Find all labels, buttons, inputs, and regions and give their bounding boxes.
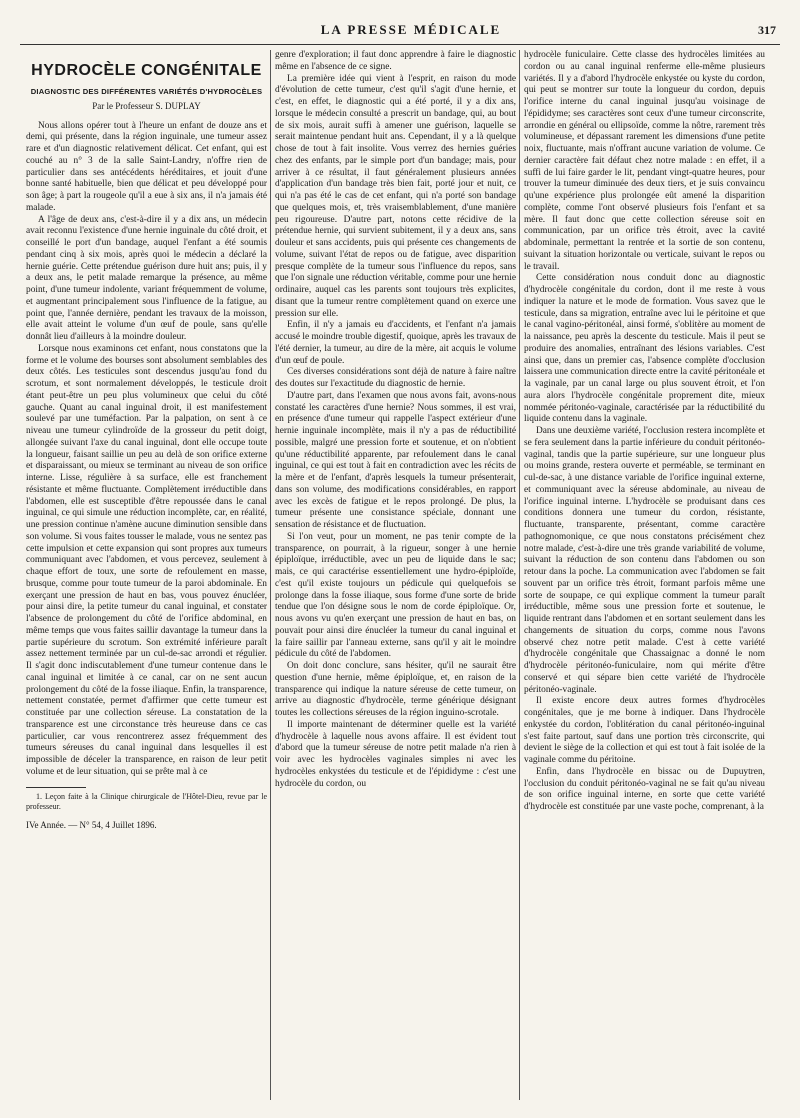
paragraph: Cette considération nous conduit donc au diagnostic d'hydrocèle congénitale du cordon, dont il me reste à vous indiquer la nature et le mode de formation. Vous savez que le testicule, dans sa migration, entraîne avec lui le péritoine et que le canal vagino-péritonéal, ainsi formé, s'oblitère au moment de la naissance, peu après la descente du testicule. Mais il peut se produire des anomalies, entraînant des lésions variables. C'est ainsi que, dans un premier cas, l'absence complète d'occlusion laissera une communication directe entre la cavité péritonéale et la vaginale, par un canal large ou plus souvent étroit, et l'on aura alors l'hydrocèle congénitale proprement dite, mieux nommée péritonéo-vaginale, caractérisée par la réductibilité du liquide contenu dans la vaginale. bbox=[524, 273, 765, 425]
column-1 bbox=[26, 50, 267, 1100]
paragraph: Il existe encore deux autres formes d'hydrocèles congénitales, que je me borne à indiquer. Dans l'hydrocèle enkystée du cordon, l'oblitération du canal péritonéo-inguinal s'est faite partout, sauf dans une portion très circonscrite, qui devient le siège de la collection et qui est tout à fait isolée de la vaginale comme du péritoine. bbox=[524, 696, 765, 765]
newspaper-page bbox=[20, 22, 780, 1102]
journal-title: LA PRESSE MÉDICALE bbox=[320, 22, 502, 37]
paragraph: genre d'exploration; il faut donc apprendre à faire le diagnostic même en l'absence de ce signe. bbox=[275, 50, 516, 72]
paragraph: Enfin, dans l'hydrocèle en bissac ou de Dupuytren, l'occlusion du conduit péritonéo-vaginal ne se fait qu'au niveau de son orifice inguinal interne, en sorte que cette variété d'hydrocèle est constituée par une vaste poche, comprenant, à la bbox=[524, 766, 765, 812]
paragraph: hydrocèle funiculaire. Cette classe des hydrocèles limitées au cordon ou au canal inguinal renferme elle-même plusieurs variétés. Il y a d'abord l'hydrocèle enkystée ou kyste du cordon, qui peut se montrer sur toute la longueur du cordon, depuis l'orifice interne du canal inguinal jusqu'au voisinage de l'épididyme; ses caractères sont ceux d'une tumeur circonscrite, arrondie en général ou ellipsoïde, comme la nôtre, rarement très volumineuse, et dépassant rarement les dimensions d'une petite noix, fluctuante, mais n'offrant aucune variation de volume. Ce dernier caractère fait défaut chez notre malade : en effet, il a suffi de lui faire garder le lit, pendant vingt-quatre heures, pour trouver la tumeur diminuée des deux tiers, et je suis convaincu qu'une expérience plus prolongée eût amené la disparition complète, comme l'ont observé plusieurs fois l'enfant et sa mère. Il faut donc que cette collection séreuse soit en communication, par un orifice très étroit, avec la cavité abdominale, permettant la rentrée et la sortie de son contenu, suivant la situation horizontale ou verticale, suivant le repos ou le travail. bbox=[524, 50, 765, 272]
column-divider bbox=[270, 50, 271, 1100]
column-2 bbox=[275, 50, 516, 1100]
column-divider bbox=[519, 50, 520, 1100]
footnote-divider bbox=[26, 787, 86, 788]
paragraph: La première idée qui vient à l'esprit, en raison du mode d'évolution de cette tumeur, c'est qu'il s'agit d'une hernie, et c'est, en effet, le diagnostic qui a été porté, il y a dix ans, lorsque le médecin consulté a prescrit un bandage, qui, au bout de six mois, aurait suffi à amener une guérison, laquelle se serait maintenue pendant huit ans. Cependant, il y a là quelque chose de tout à fait insolite. Vous verrez des hernies guéries chez des enfants, par le simple port d'un bandage; mais, pour arriver à ce résultat, il faut généralement plusieurs années d'application d'un bandage très bien fait, porté jour et nuit, ce qui n'a pas été le cas de cet enfant, qui n'a porté son bandage que quelques mois, et, très vraisemblablement, d'une manière peu rigoureuse. D'autre part, notons cette récidive de la prétendue hernie, qui survient subitement, il y a deux ans, sans douleur et sans accidents, puis qui présente ces changements de volume, suivant l'état de repos ou de fatigue, avec disparition presque complète de la tumeur sous l'influence du repos, sans que l'on signale une réduction véritable, comme pour une hernie ordinaire, auquel cas les parents sont toujours très explicites, disant que la tumeur rentre complètement quand on exerce une pression sur elle. bbox=[275, 73, 516, 319]
page-number: 317 bbox=[757, 23, 776, 37]
article-author: Par le Professeur S. DUPLAY bbox=[92, 100, 201, 111]
issue-line: IVe Année. — N° 54, 4 Juillet 1896. bbox=[26, 819, 157, 830]
footnote: 1. Leçon faite à la Clinique chirurgicale de l'Hôtel-Dieu, revue par le professeur. bbox=[26, 791, 267, 811]
text-columns bbox=[20, 50, 780, 1100]
article-subtitle: DIAGNOSTIC DES DIFFÉRENTES VARIÉTÉS D'HYDROCÈLES bbox=[30, 87, 263, 96]
paragraph: Il importe maintenant de déterminer quelle est la variété d'hydrocèle à laquelle nous avons affaire. Il est évident tout d'abord que la tumeur séreuse de notre petit malade n'a rien à voir avec les hydrocèles vaginales simples ni avec les hydrocèles enkystées du testicule et de l'épididyme : c'est une hydrocèle du cordon, ou bbox=[275, 719, 516, 789]
column-3 bbox=[524, 50, 765, 1100]
paragraph: Nous allons opérer tout à l'heure un enfant de douze ans et demi, qui présente, dans la région inguinale, une tumeur assez rare et d'un diagnostic relativement délicat. Cet enfant, qui est couché au n° 3 de la salle Saint-Landry, n'offre rien de particulier dans ses antécédents héréditaires, et jouit d'une bonne santé habituelle, bien que délicat et peu développé pour son âge; à part la rougeole qu'il a eue à six ans, il n'a jamais été malade. bbox=[26, 120, 267, 213]
paragraph: Si l'on veut, pour un moment, ne pas tenir compte de la transparence, on pourrait, à la rigueur, songer à une hernie épiploïque, irréductible, avec un peu de liquide dans le sac; mais, ce qui caractérise essentiellement une hydro-épiploïde, c'est qu'il existe toujours un pédicule qui quelquefois se prolonge dans la fosse iliaque, sous forme d'une sorte de bride tendue que l'on désigne sous le nom de corde épiploïque. Or, nous avons vu qu'en exerçant une pression de haut en bas, on pouvait pour ainsi dire énucléer la tumeur du canal inguinal et la faire saillir par l'anneau externe, sans qu'il y ait le moindre pédicule du côté de l'abdomen. bbox=[275, 531, 516, 660]
paragraph: On doit donc conclure, sans hésiter, qu'il ne saurait être question d'une hernie, même épiploïque, et, en raison de la transparence qui indique la nature séreuse de cette tumeur, on arrive au diagnostic d'hydrocèle, terme générique désignant toutes les collections séreuses de la région inguino-scrotale. bbox=[275, 661, 516, 718]
article-title: HYDROCÈLE CONGÉNITALE bbox=[31, 62, 262, 79]
page-header bbox=[20, 22, 780, 45]
paragraph: A l'âge de deux ans, c'est-à-dire il y a dix ans, un médecin avait reconnu l'existence d'une hernie inguinale du côté droit, et conseillé le port d'un bandage, auquel l'enfant a été soumis pendant cinq à six mois, après quoi le médecin a déclaré la hernie guérie. Cette prétendue guérison dure huit ans; puis, il y a deux ans, le petit malade remarque la présence, au même point, d'une tumeur indolente, variant fréquemment de volume, et augmentant principalement sous l'influence de la fatigue, au point que, l'année dernière, pendant les travaux de la moisson, elle avait atteint le volume d'un œuf de poule, sans qu'elle donnât lieu d'ailleurs à la moindre douleur. bbox=[26, 214, 267, 342]
paragraph: Lorsque nous examinons cet enfant, nous constatons que la forme et le volume des bourses sont absolument semblables des deux côtés. Les testicules sont descendus jusqu'au fond du scrotum, et sont normalement développés, le testicule droit étant peut-être un peu plus volumineux que celui du côté gauche. Quant au canal inguinal droit, il est manifestement soulevé par une tuméfaction. Par la palpation, on sent à ce niveau une tumeur cylindroïde de la grosseur du petit doigt, allongée suivant l'axe du canal inguinal, dont elle occupe toute la longueur, faisant saillie un peu au delà de son orifice externe et disparaissant, ou mieux se terminant au niveau de son orifice interne. Lisse, régulière à sa surface, elle est franchement résistante et même fluctuante. Complètement irréductible dans l'abdomen, elle est susceptible d'être repoussée dans le canal inguinal, ce qui simule une réduction incomplète, car, en réalité, une pression continue n'amène aucune diminution sensible dans son volume. Si vous faites tousser le malade, vous ne sentez pas cette impulsion et cette expansion qui sont propres aux tumeurs communiquant avec l'abdomen, et vous percevez, seulement à chaque effort de toux, une sorte de refoulement en masse, brusque, comme pour toute tumeur de la paroi abdominale. En exerçant une pression de haut en bas, vous pouvez énucléer, pour ainsi dire, la petite tumeur du canal inguinal, et constater l'absence de prolongement du côté de l'orifice abdominal, en même temps que vous faites saillir davantage la tumeur dans la partie supérieure du scrotum. Son extrémité inférieure paraît assez nettement terminée par un cul-de-sac arrondi et régulier. Il s'agit donc indiscutablement d'une tumeur contenue dans le canal inguinal et limitée à ce canal, car on ne sent aucun prolongement du côté de la fosse iliaque. Enfin, la transparence, nettement constatée, permet d'affirmer que cette tumeur est constituée par une collection séreuse. La constatation de la transparence est une circonstance très heureuse dans ce cas particulier, car vous rencontrerez assez fréquemment des tumeurs séreuses du canal inguinal dans lesquelles il est impossible de déceler la transparence, en raison de leur petit volume et de leur situation, qui se prête mal à ce bbox=[26, 343, 267, 777]
paragraph: Ces diverses considérations sont déjà de nature à faire naître des doutes sur l'exactitude du diagnostic de hernie. bbox=[275, 367, 516, 389]
paragraph: Dans une deuxième variété, l'occlusion restera incomplète et se fera seulement dans la partie inférieure du conduit péritonéo-vaginal, tandis que la partie supérieure, sur une longueur plus ou moins grande, restera ouverte et perméable, se terminant en cul-de-sac, à une distance variable de l'orifice inguinal externe, et communiquant avec la séreuse abdominale, au niveau de l'orifice inguinal interne. L'hydrocèle se produisant dans ces conditions donnera une tumeur du cordon, résistante, fluctuante, transparente, présentant, comme caractère pathognomonique, ce que nous constatons précisément chez notre malade, c'est-à-dire une très grande variabilité de volume, suivant la réduction de son contenu dans l'abdomen ou son retour dans la poche. La communication avec l'abdomen se fait souvent par un orifice très étroit, formant parfois même une sorte de soupape, ce qui explique comment la tumeur paraît irréductible, même sous une pression forte et soutenue, le liquide rentrant dans l'abdomen et en sortant seulement dans les changements de situation du corps, comme nous l'avons observé chez notre petit malade. C'est à cette variété d'hydrocèle congénitale que Chassaignac a donné le nom d'hydrocèle péritonéo-funiculaire, nom qui mérite d'être conservé et qui sépare bien cette variété de l'hydrocèle péritonéo-vaginale. bbox=[524, 426, 765, 695]
paragraph: Enfin, il n'y a jamais eu d'accidents, et l'enfant n'a jamais accusé le moindre trouble digestif, quoique, après les travaux de l'été dernier, la tumeur, au dire de la mère, ait acquis le volume d'un œuf de poule. bbox=[275, 320, 516, 366]
paragraph: D'autre part, dans l'examen que nous avons fait, avons-nous constaté les caractères d'une hernie? Nous sommes, il est vrai, en présence d'une tumeur qui rappelle l'aspect extérieur d'une hernie inguinale incomplète, mais il n'y a pas de réductibilité possible, malgré une pression forte et soutenue, et on n'obtient qu'une réductibilité apparente, par refoulement dans le canal inguinal, ce qui est tout à fait en contradiction avec les récits de la mère et de l'enfant, d'après lesquels la tumeur présenterait, dans son volume, des modifications considérables, en rapport avec les excès de fatigue et le repos prolongé. De plus, la tumeur présente une consistance spéciale, donnant une sensation de résistance et de fluctuation. bbox=[275, 390, 516, 530]
